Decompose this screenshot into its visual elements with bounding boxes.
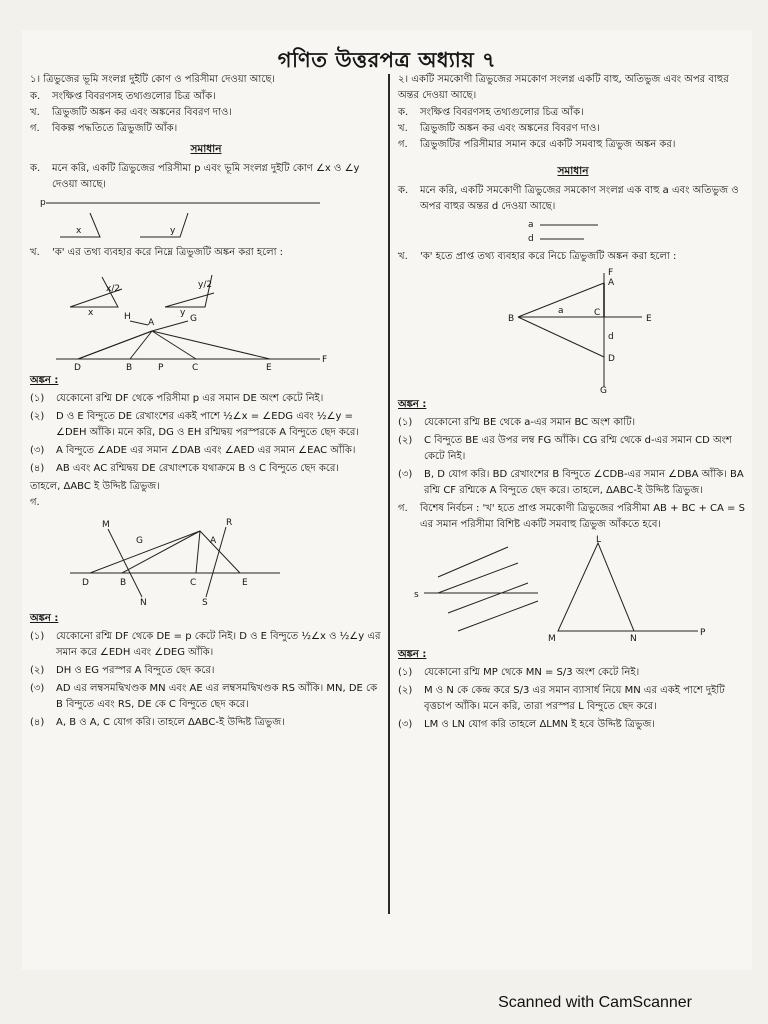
step-text: LM ও LN যোগ করি তাহলে ΔLMN ই হবে উদ্দিষ্ট ত্রিভুজ।	[424, 719, 655, 730]
construction-heading-3: অঙ্কন :	[398, 399, 427, 410]
label-A-alt: A	[210, 536, 217, 546]
left-column	[30, 72, 382, 733]
step-number: (৪)	[30, 717, 45, 728]
label-M-2: M	[548, 634, 556, 644]
line-AB-alt	[122, 531, 200, 573]
answer-text: বিশেষ নির্বচন : 'খ' হতে প্রাপ্ত সমকোণী ত্রিভুজের পরিসীমা AB + BC + CA = S এর সমান পরিসীমা বিশিষ্ট একটি সমবাহু ত্রিভুজ আঁকতে হবে।	[420, 503, 745, 530]
answer-text: মনে করি, একটি ত্রিভুজের পরিসীমা p এবং ভূমি সংলগ্ন দুইটি কোণ ∠x ও ∠y দেওয়া আছে।	[52, 163, 360, 190]
construction-step	[30, 681, 382, 713]
solution-heading-2: সমাধান	[557, 165, 589, 177]
label-N: N	[140, 598, 147, 608]
label-G-alt: G	[136, 536, 143, 546]
step-number: (২)	[30, 411, 45, 422]
step-number: (২)	[30, 665, 45, 676]
label-x: x	[88, 308, 94, 318]
part-label: খ.	[398, 123, 408, 134]
step-number: (১)	[30, 631, 45, 642]
line-AE	[152, 331, 270, 359]
step-text: যেকোনো রশ্মি DF থেকে পরিসীমা p এর সমান DE অংশ কেটে নিই।	[56, 393, 324, 404]
right-column	[398, 72, 748, 735]
construction-step	[30, 663, 382, 679]
construction-step	[30, 461, 382, 477]
division-line-1	[438, 547, 508, 577]
part-label: গ.	[398, 139, 408, 150]
part-text: সংক্ষিপ্ত বিবরণসহ তথ্যগুলোর চিত্র আঁক।	[420, 107, 584, 118]
step-number: (৩)	[30, 445, 45, 456]
ray-AG	[152, 321, 188, 331]
label-S: S	[202, 598, 208, 608]
step-number: (৩)	[30, 683, 45, 694]
angle-y	[140, 213, 188, 237]
question-2-intro: ২। একটি সমকোণী ত্রিভুজের সমকোণ সংলগ্ন একটি বাহু, অতিভুজ এবং অপর বাহুর অন্তর দেওয়া আছে।	[398, 74, 729, 101]
label-F: F	[322, 355, 328, 365]
label-d-2: d	[608, 332, 614, 342]
step-number: (৩)	[398, 469, 413, 480]
answer-1-kh	[30, 245, 382, 261]
column-divider	[388, 74, 390, 914]
construction-step	[30, 443, 382, 459]
figure-given-data-1	[30, 195, 370, 243]
construction-step	[398, 683, 748, 715]
construction-step	[30, 409, 382, 441]
page-title: গণিত উত্তরপত্র অধ্যায় ৭	[277, 48, 497, 72]
step-text: AD এর লম্বসমদ্বিখণ্ডক MN এবং AE এর লম্বসমদ্বিখণ্ডক RS আঁকি। MN, DE কে B বিন্দুতে এবং RS, DE কে C বিন্দুতে ছেদ করে।	[56, 683, 378, 710]
step-number: (৪)	[30, 463, 45, 474]
answer-text: 'ক' হতে প্রাপ্ত তথ্য ব্যবহার করে নিচে ত্রিভুজটি অঙ্কন করা হলো :	[420, 251, 677, 262]
answer-1-k	[30, 161, 382, 193]
answer-text: মনে করি, একটি সমকোণী ত্রিভুজের সমকোণ সংলগ্ন এক বাহু a এবং অতিভুজ ও অপর বাহুর অন্তর d দেওয়া আছে।	[420, 185, 739, 212]
step-number: (১)	[398, 417, 413, 428]
question-1-intro: ১। ত্রিভুজের ভূমি সংলগ্ন দুইটি কোণ ও পরিসীমা দেওয়া আছে।	[30, 74, 276, 85]
step-number: (১)	[398, 667, 413, 678]
solution-heading-1: সমাধান	[190, 143, 222, 155]
question-1-part-kh	[30, 105, 382, 121]
step-text: D ও E বিন্দুতে DE রেখাংশের একই পাশে ½∠x = ∠EDG এবং ½∠y = ∠DEH আঁকি। মনে করি, DG ও EH রশ্মিদ্বয় পরস্পরকে A বিন্দুতে ছেদ করে।	[56, 411, 359, 438]
label-half-x: x/2	[106, 284, 121, 294]
step-text: M ও N কে কেন্দ্র করে S/3 এর সমান ব্যাসার্ধ নিয়ে MN এর একই পাশে দুইটি বৃত্তচাপ আঁকি। মনে করি, তারা পরস্পর L বিন্দুতে ছেদ করে।	[424, 685, 725, 712]
part-text: সংক্ষিপ্ত বিবরণসহ তথ্যগুলোর চিত্র আঁক।	[52, 91, 216, 102]
figure-construction-1	[30, 263, 370, 371]
answer-label: ক.	[30, 163, 41, 174]
division-line-4	[458, 601, 538, 631]
division-line-2	[438, 563, 518, 593]
figure-given-data-2	[398, 217, 738, 247]
answer-text: 'ক' এর তথ্য ব্যবহার করে নিম্নে ত্রিভুজটি অঙ্কন করা হলো :	[52, 247, 284, 258]
part-text: ত্রিভুজটি অঙ্কন কর এবং অঙ্কনের বিবরণ দাও।	[52, 107, 232, 118]
scanner-footer: Scanned with CamScanner	[498, 994, 692, 1011]
step-number: (২)	[398, 435, 413, 446]
construction-step	[30, 391, 382, 407]
line-AC-alt	[196, 531, 200, 573]
triangle-ABC-sides	[78, 331, 196, 359]
ray-AH	[130, 321, 148, 325]
scanned-page	[22, 30, 752, 970]
step-number: (৩)	[398, 719, 413, 730]
construction-step	[398, 467, 748, 499]
question-1-part-k	[30, 89, 382, 105]
step-text: DH ও EG পরস্পর A বিন্দুতে ছেদ করে।	[56, 665, 215, 676]
label-P-2: P	[700, 628, 706, 638]
label-P: P	[158, 363, 164, 371]
figure-construction-2	[398, 267, 738, 395]
step-text: A বিন্দুতে ∠ADE এর সমান ∠DAB এবং ∠AED এর সমান ∠EAC আঁকি।	[56, 445, 356, 456]
label-B: B	[126, 363, 133, 371]
construction-step	[398, 415, 748, 431]
label-C: C	[192, 363, 199, 371]
label-E-alt: E	[242, 578, 248, 588]
step-number: (১)	[30, 393, 45, 404]
part-text: ত্রিভুজটির পরিসীমার সমান করে একটি সমবাহু ত্রিভুজ অঙ্কন কর।	[420, 139, 676, 150]
question-2-part-kh	[398, 121, 748, 137]
question-2-part-k	[398, 105, 748, 121]
construction-heading-2: অঙ্কন :	[30, 613, 59, 624]
figure-construction-equilateral	[398, 535, 738, 645]
label-p: p	[40, 198, 46, 208]
step-text: A, B ও A, C যোগ করি। তাহলে ΔABC-ই উদ্দিষ্ট ত্রিভুজ।	[56, 717, 285, 728]
part-label: গ.	[30, 123, 40, 134]
construction-step	[398, 717, 748, 733]
answer-2-g	[398, 501, 748, 533]
label-B-alt: B	[120, 578, 127, 588]
label-y: y	[170, 226, 176, 236]
answer-label: খ.	[30, 247, 40, 258]
answer-label: খ.	[398, 251, 408, 262]
triangle-LMN	[558, 543, 634, 631]
part-text: বিকল্প পদ্ধতিতে ত্রিভুজটি আঁক।	[52, 123, 178, 134]
label-F-2: F	[608, 268, 614, 278]
construction-step	[398, 433, 748, 465]
part-label: ক.	[398, 107, 409, 118]
label-C-2: C	[594, 308, 601, 318]
answer-2-k	[398, 183, 748, 215]
label-R: R	[226, 518, 233, 528]
answer-label: ক.	[398, 185, 409, 196]
division-line-3	[448, 583, 528, 613]
step-text: AB এবং AC রশ্মিদ্বয় DE রেখাংশকে যথাক্রমে B ও C বিন্দুতে ছেদ করে।	[56, 463, 339, 474]
construction-step	[30, 629, 382, 661]
label-s: s	[414, 590, 419, 600]
label-d: d	[528, 234, 534, 244]
label-x: x	[76, 226, 82, 236]
question-2-part-g	[398, 137, 748, 153]
label-y: y	[180, 308, 186, 318]
label-D-2: D	[608, 354, 615, 364]
construction-step	[30, 715, 382, 731]
label-G: G	[190, 314, 197, 324]
label-A: A	[148, 318, 155, 328]
answer-2-kh	[398, 249, 748, 265]
label-G-2: G	[600, 386, 607, 395]
label-E-2: E	[646, 314, 652, 324]
step-text: যেকোনো রশ্মি MP থেকে MN = S/3 অংশ কেটে নিই।	[424, 667, 640, 678]
part-label: ক.	[30, 91, 41, 102]
part-text: ত্রিভুজটি অঙ্কন কর এবং অঙ্কনের বিবরণ দাও।	[420, 123, 600, 134]
label-a-2: a	[558, 306, 564, 316]
part-label: খ.	[30, 107, 40, 118]
step-text: B, D যোগ করি। BD রেখাংশের B বিন্দুতে ∠CDB-এর সমান ∠DBA আঁকি। BA রশ্মি CF রশ্মিকে A বিন্দুতে ছেদ করে। তাহলে, ΔABC-ই উদ্দিষ্ট ত্রিভুজ।	[424, 469, 744, 496]
label-L: L	[596, 535, 602, 545]
label-C-alt: C	[190, 578, 197, 588]
question-1-part-g	[30, 121, 382, 137]
label-H: H	[124, 312, 131, 322]
label-B-2: B	[508, 314, 515, 324]
figure-construction-1-alt	[30, 513, 370, 609]
answer-label: গ.	[398, 503, 408, 514]
label-N-2: N	[630, 634, 637, 644]
step-text: যেকোনো রশ্মি BE থেকে a-এর সমান BC অংশ কাটি।	[424, 417, 636, 428]
construction-heading-1: অঙ্কন :	[30, 375, 59, 386]
label-D-alt: D	[82, 578, 89, 588]
step-number: (২)	[398, 685, 413, 696]
label-half-y: y/2	[198, 280, 213, 290]
conclusion-1: তাহলে, ΔABC ই উদ্দিষ্ট ত্রিভুজ।	[30, 481, 160, 492]
line-BD	[518, 317, 604, 357]
answer-1-g-label: গ.	[30, 497, 40, 508]
label-a: a	[528, 220, 534, 230]
construction-heading-4: অঙ্কন :	[398, 649, 427, 660]
label-M: M	[102, 520, 110, 530]
label-D: D	[74, 363, 81, 371]
step-text: C বিন্দুতে BE এর উপর লম্ব FG আঁকি। CG রশ্মি থেকে d-এর সমান CD অংশ কেটে নিই।	[424, 435, 732, 462]
construction-step	[398, 665, 748, 681]
label-A-2: A	[608, 278, 615, 288]
label-E: E	[266, 363, 272, 371]
step-text: যেকোনো রশ্মি DF থেকে DE = p কেটে নিই। D ও E বিন্দুতে ½∠x ও ½∠y এর সমান করে ∠EDH এবং ∠DEG আঁকি।	[56, 631, 381, 658]
